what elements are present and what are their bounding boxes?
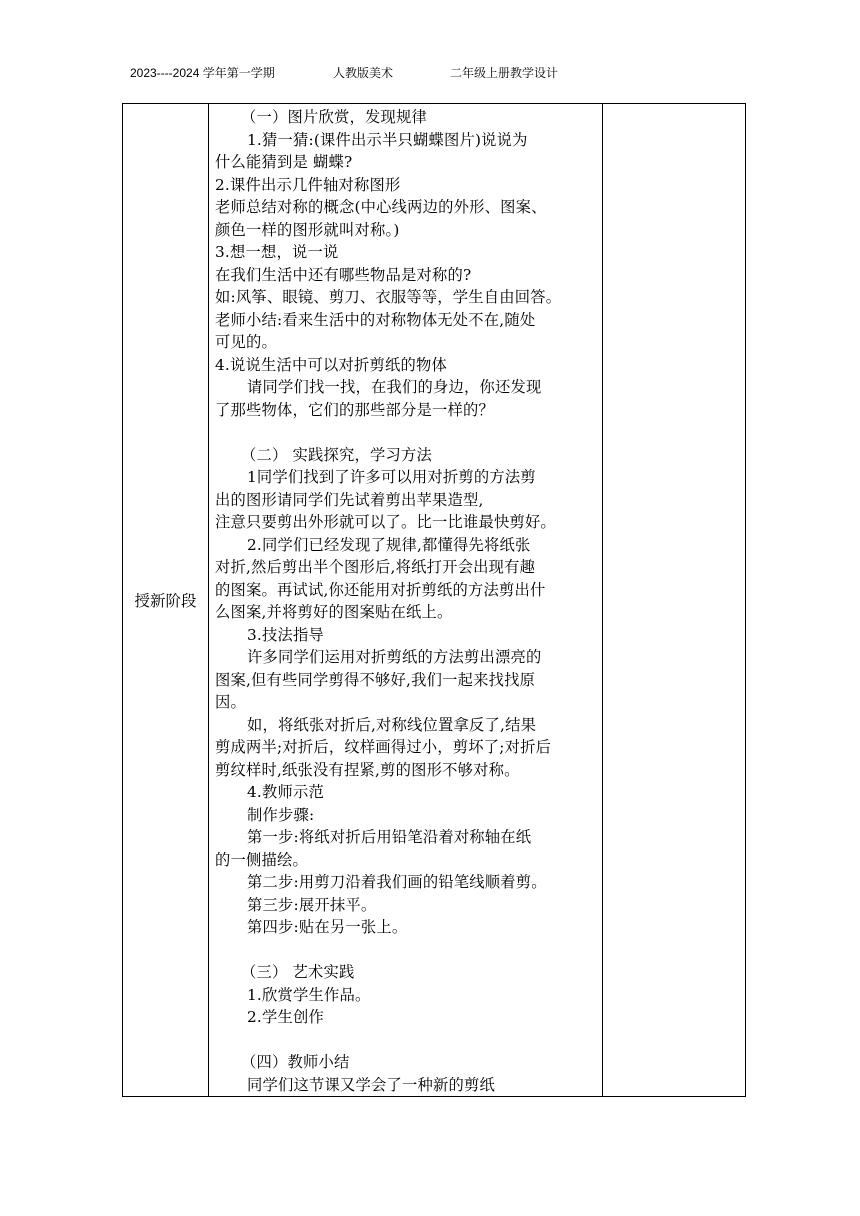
text-line: 老师小结:看来生活中的对称物体无处不在,随处	[215, 310, 536, 329]
text-line: 4.说说生活中可以对折剪纸的物体	[215, 355, 447, 374]
text-line: 颜色一样的图形就叫对称。)	[215, 220, 400, 239]
stage-label: 授新阶段	[123, 104, 209, 1097]
text-line: 第三步:展开抹平。	[247, 895, 377, 914]
text-line: 3.想一想，说一说	[215, 243, 339, 261]
text-line: 注意只要剪出外形就可以了。比一比谁最快剪好。	[215, 513, 556, 531]
lesson-content-cell	[209, 104, 603, 1097]
text-line: 第二步:用剪刀沿着我们画的铅笔线顺着剪。	[247, 873, 547, 891]
text-line: 对折,然后剪出半个图形后,将纸打开会出现有趣	[215, 558, 536, 576]
text-line: 1.欣赏学生作品。	[247, 985, 371, 1004]
text-line: 老师总结对称的概念(中心线两边的外形、图案、	[215, 198, 547, 216]
text-line: 在我们生活中还有哪些物品是对称的?	[215, 265, 472, 284]
text-line: 的一侧描绘。	[215, 850, 308, 869]
text-line: 3.技法指导	[247, 625, 324, 644]
notes-cell	[603, 104, 746, 1097]
text-line: 1同学们找到了许多可以用对折剪的方法剪	[247, 468, 536, 486]
text-line: 剪纹样时,纸张没有捏紧,剪的图形不够对称。	[215, 760, 520, 779]
blank-line	[215, 421, 602, 444]
section-heading: （三） 艺术实践	[241, 963, 355, 981]
text-line: 2.同学们已经发现了规律,都懂得先将纸张	[247, 535, 531, 554]
text-line: 的图案。再试试,你还能用对折剪纸的方法剪出什	[215, 580, 546, 599]
text-line: 同学们这节课又学会了一种新的剪纸	[247, 1075, 495, 1094]
table-row	[123, 104, 746, 1097]
text-line: 请同学们找一找，在我们的身边，你还发现	[247, 378, 542, 396]
text-line: 2.课件出示几件轴对称图形	[215, 175, 401, 194]
text-line: 制作步骤:	[247, 805, 315, 824]
blank-line	[215, 939, 602, 962]
text-line: 许多同学们运用对折剪纸的方法剪出漂亮的	[247, 648, 542, 666]
blank-line	[215, 1029, 602, 1052]
header-term: 2023----2024 学年第一学期	[130, 66, 275, 80]
text-line: 因。	[215, 693, 246, 711]
text-line: 1.猜一猜:(课件出示半只蝴蝶图片)说说为	[247, 130, 528, 149]
text-line: 出的图形请同学们先试着剪出苹果造型,	[215, 490, 484, 509]
text-line: 如，将纸张对折后,对称线位置拿反了,结果	[247, 715, 537, 734]
text-line: 4.教师示范	[247, 783, 324, 801]
text-line: 什么能猜到是 蝴蝶?	[215, 153, 353, 171]
text-line: 剪成两半;对折后，纹样画得过小，剪坏了;对折后	[215, 738, 552, 756]
text-line: 第四步:贴在另一张上。	[247, 918, 408, 936]
text-line: 可见的。	[215, 333, 277, 351]
text-line: 2.学生创作	[247, 1008, 324, 1026]
header-grade: 二年级上册教学设计	[450, 66, 559, 80]
section-heading: （四）教师小结	[241, 1053, 350, 1071]
lesson-content	[215, 106, 602, 1096]
text-line: 如:风筝、眼镜、剪刀、衣服等等，学生自由回答。	[215, 288, 562, 306]
section-heading: （一）图片欣赏，发现规律	[241, 108, 427, 126]
section-heading: （二） 实践探究，学习方法	[241, 445, 433, 464]
text-line: 第一步:将纸对折后用铅笔沿着对称轴在纸	[247, 828, 532, 846]
lesson-plan-table	[122, 103, 746, 1097]
text-line: 了那些物体，它们的那些部分是一样的？	[215, 400, 494, 419]
text-line: 么图案,并将剪好的图案贴在纸上。	[215, 603, 453, 621]
header-publisher: 人教版美术	[333, 66, 394, 80]
text-line: 图案,但有些同学剪得不够好,我们一起来找找原	[215, 670, 536, 689]
